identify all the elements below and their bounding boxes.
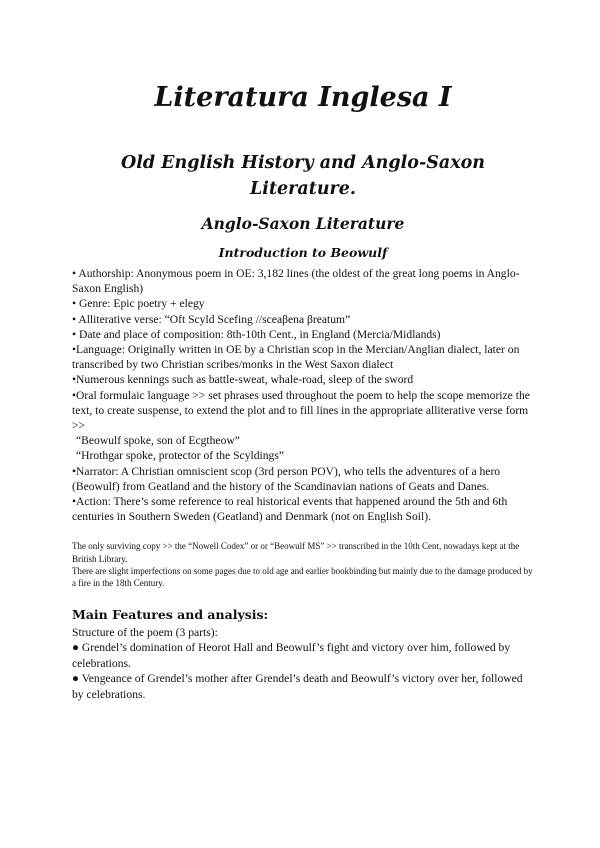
note-surviving-copy: The only surviving copy >> the “Nowell Codex” or or “Beowulf MS” >> transcribed in the 10th Cent, nowadays kept at the British Library. (72, 541, 520, 564)
subheading: Anglo-Saxon Literature (201, 214, 405, 233)
bullet-date-place: • Date and place of composition: 8th-10th Cent., in England (Mercia/Midlands) (72, 327, 441, 341)
structure-list (72, 640, 534, 702)
bullet-alliterative-verse: • Alliterative verse: “Oft Scyld Scefing //sceaβena βreatum” (72, 312, 351, 326)
intro-bullet-list (72, 266, 534, 524)
structure-item: ● Grendel’s domination of Heorot Hall and Beowulf’s fight and victory over him, followed by celebrations. (72, 641, 511, 670)
bullet-language: •Language: Originally written in OE by a Christian scop in the Mercian/Anglian dialect, later on transcribed by two Christian scribes/monks in the West Saxon dialect (72, 343, 520, 372)
structure-item: ● Vengeance of Grendel’s mother after Grendel’s death and Beowulf’s victory over her, followed by celebrations. (72, 672, 523, 701)
bullet-narrator: •Narrator: A Christian omniscient scop (3rd person POV), who tells the adventures of a hero (Beowulf) from Geatland and the history of the Scandinavian nations of Geats and Danes. (72, 464, 501, 493)
main-heading: Old English History and Anglo-Saxon Literature. (120, 153, 486, 199)
quote-hrothgar: “Hrothgar spoke, protector of the Scyldings” (76, 449, 284, 463)
document-title: Literatura Inglesa I (154, 82, 452, 113)
structure-label: Structure of the poem (3 parts): (72, 625, 218, 639)
main-features-heading: Main Features and analysis: (72, 606, 269, 622)
bullet-genre: • Genre: Epic poetry + elegy (72, 297, 205, 311)
quote-beowulf: “Beowulf spoke, son of Ecgtheow” (76, 434, 240, 448)
manuscript-notes (72, 540, 534, 589)
bullet-kennings: •Numerous kennings such as battle-sweat, whale-road, sleep of the sword (72, 373, 414, 387)
bullet-authorship: • Authorship: Anonymous poem in OE: 3,182 lines (the oldest of the great long poems in Anglo-Saxon English) (72, 267, 520, 296)
bullet-action: •Action: There’s some reference to real historical events that happened around the 5th and 6th centuries in Southern Sweden (Geatland) and Denmark (not on English Soil). (72, 495, 508, 524)
bullet-oral-formulaic: •Oral formulaic language >> set phrases used throughout the poem to help the scope memorize the text, to create suspense, to extend the plot and to fill lines in the appropriate alliterative verse form >> (72, 388, 530, 433)
note-imperfections: There are slight imperfections on some pages due to old age and earlier bookbinding but mainly due to the damage produced by a fire in the 18th Century. (72, 566, 533, 589)
section-title: Introduction to Beowulf (218, 245, 388, 260)
